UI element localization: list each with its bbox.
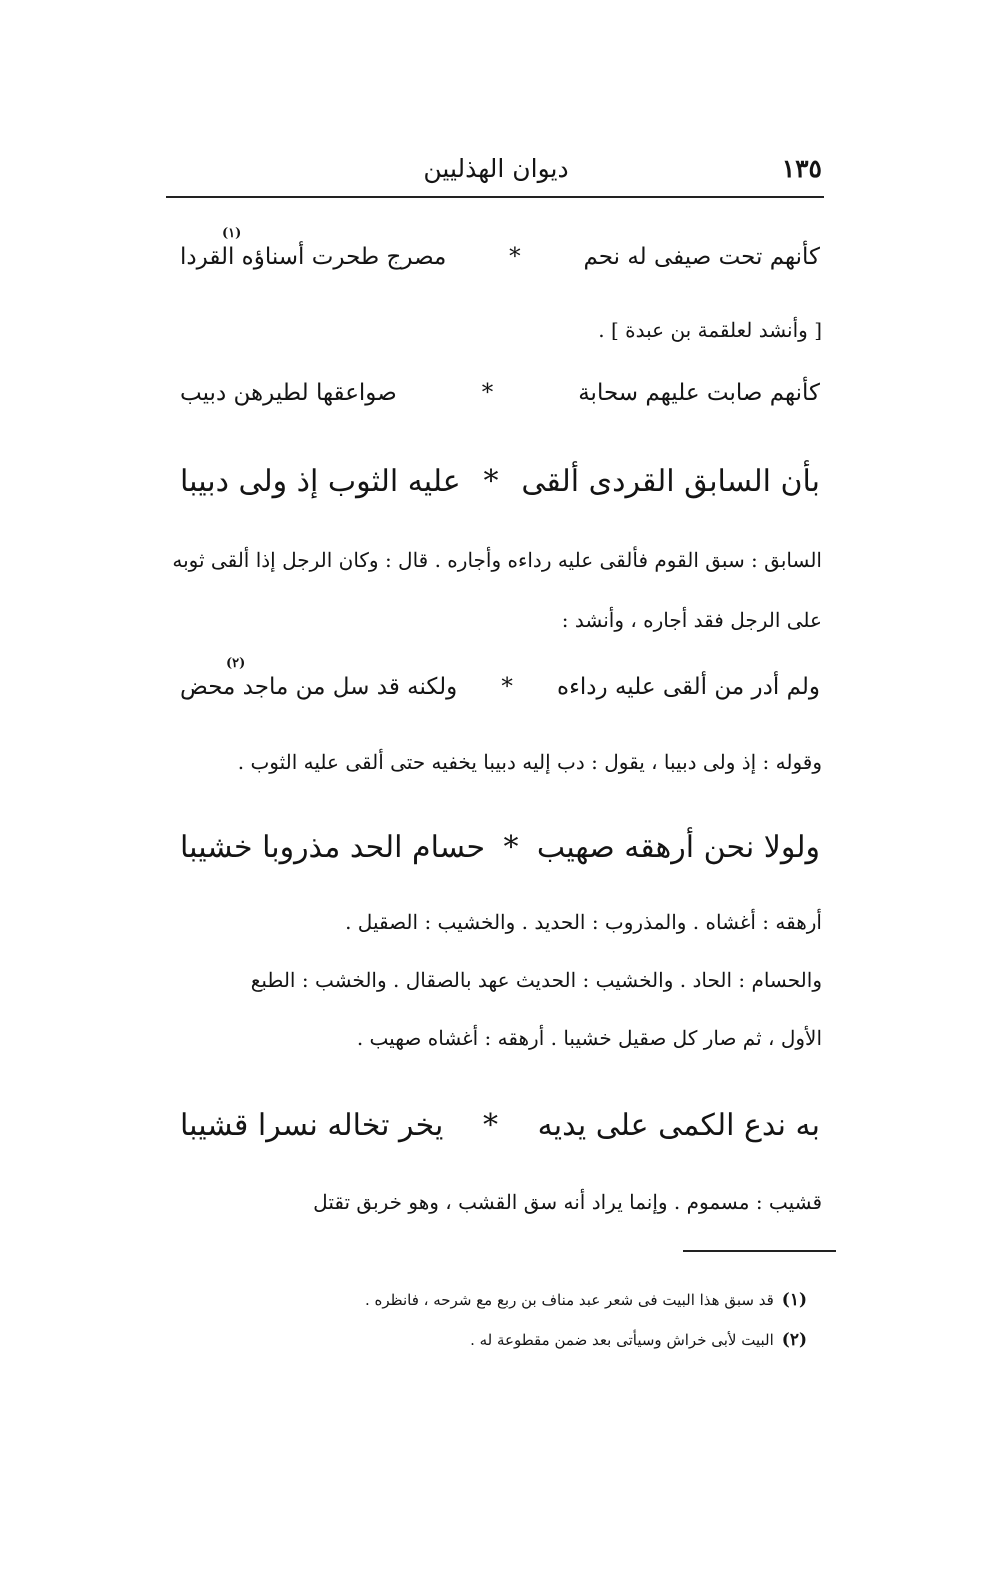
verse-separator: * [482, 1108, 498, 1143]
verse-line [180, 380, 820, 406]
commentary-line: وقوله : إذ ولى دبيبا ، يقول : دب إليه دبيبا يخفيه حتى ألقى عليه الثوب . [237, 750, 822, 774]
footnote [247, 1330, 807, 1350]
verse-separator: * [501, 674, 513, 700]
commentary-line: والحسام : الحاد . والخشيب : الحديث عهد بالصقال . والخشب : الطبع [250, 968, 822, 992]
verse-second-hemistich: ولكنه قد سل من ماجد محض [180, 674, 458, 700]
verse-first-hemistich: به ندع الكمى على يديه [537, 1108, 820, 1143]
verse-line [180, 244, 820, 270]
verse-separator: * [509, 244, 521, 270]
verse-line [180, 674, 820, 700]
header-rule [166, 196, 824, 198]
footnote-marker: (١) [781, 1290, 807, 1310]
footnote-marker: (٢) [781, 1330, 807, 1350]
verse-second-hemistich: عليه الثوب إذ ولى دبيبا [180, 464, 461, 499]
footnote-text: البيت لأبى خراش وسيأتى بعد ضمن مقطوعة له . [470, 1331, 774, 1349]
verse-first-hemistich: ولولا نحن أرهقه صهيب [536, 830, 820, 865]
verse-separator: * [483, 464, 499, 499]
verse-first-hemistich: كأنهم صابت عليهم سحابة [578, 380, 820, 406]
footnote-rule [683, 1250, 836, 1252]
verse-first-hemistich: ولم أدر من ألقى عليه رداءه [557, 674, 820, 700]
verse-second-hemistich: يخر تخاله نسرا قشيبا [180, 1108, 444, 1143]
verse-line [180, 830, 820, 865]
footnote [247, 1290, 807, 1310]
commentary-line: أرهقه : أغشاه . والمذروب : الحديد . والخشيب : الصقيل . [345, 910, 822, 934]
verse-line [180, 1108, 820, 1143]
commentary-line: على الرجل فقد أجاره ، وأنشد : [561, 608, 822, 632]
verse-separator: * [481, 380, 494, 406]
footnote-text: قد سبق هذا البيت فى شعر عبد مناف بن ربع مع شرحه ، فانظره . [364, 1291, 774, 1309]
verse-second-hemistich: مصرج طحرت أسناؤه القردا [180, 244, 447, 270]
running-header [170, 148, 822, 194]
verse-second-hemistich: صواعقها لطيرهن دبيب [180, 380, 397, 406]
commentary-line: قشيب : مسموم . وإنما يراد أنه سق القشب ، وهو خربق تقتل [313, 1190, 822, 1214]
running-title: ديوان الهذليين [423, 154, 569, 183]
note-reference-2: (٢) [226, 656, 246, 671]
verse-line [180, 464, 820, 499]
verse-separator: * [503, 830, 519, 865]
verse-first-hemistich: بأن السابق القردى ألقى [521, 464, 820, 499]
attribution-line: [ وأنشد لعلقمة بن عبدة ] . [598, 318, 822, 342]
verse-second-hemistich: حسام الحد مذروبا خشيبا [180, 830, 486, 865]
page-number: ١٣٥ [781, 154, 822, 183]
commentary-line: السابق : سبق القوم فألقى عليه رداءه وأجاره . قال : وكان الرجل إذا ألقى ثوبه [172, 548, 822, 572]
note-reference-1: (١) [222, 226, 242, 241]
commentary-line: الأول ، ثم صار كل صقيل خشيبا . أرهقه : أغشاه صهيب . [356, 1026, 822, 1050]
verse-first-hemistich: كأنهم تحت صيفى له نحم [583, 244, 820, 270]
